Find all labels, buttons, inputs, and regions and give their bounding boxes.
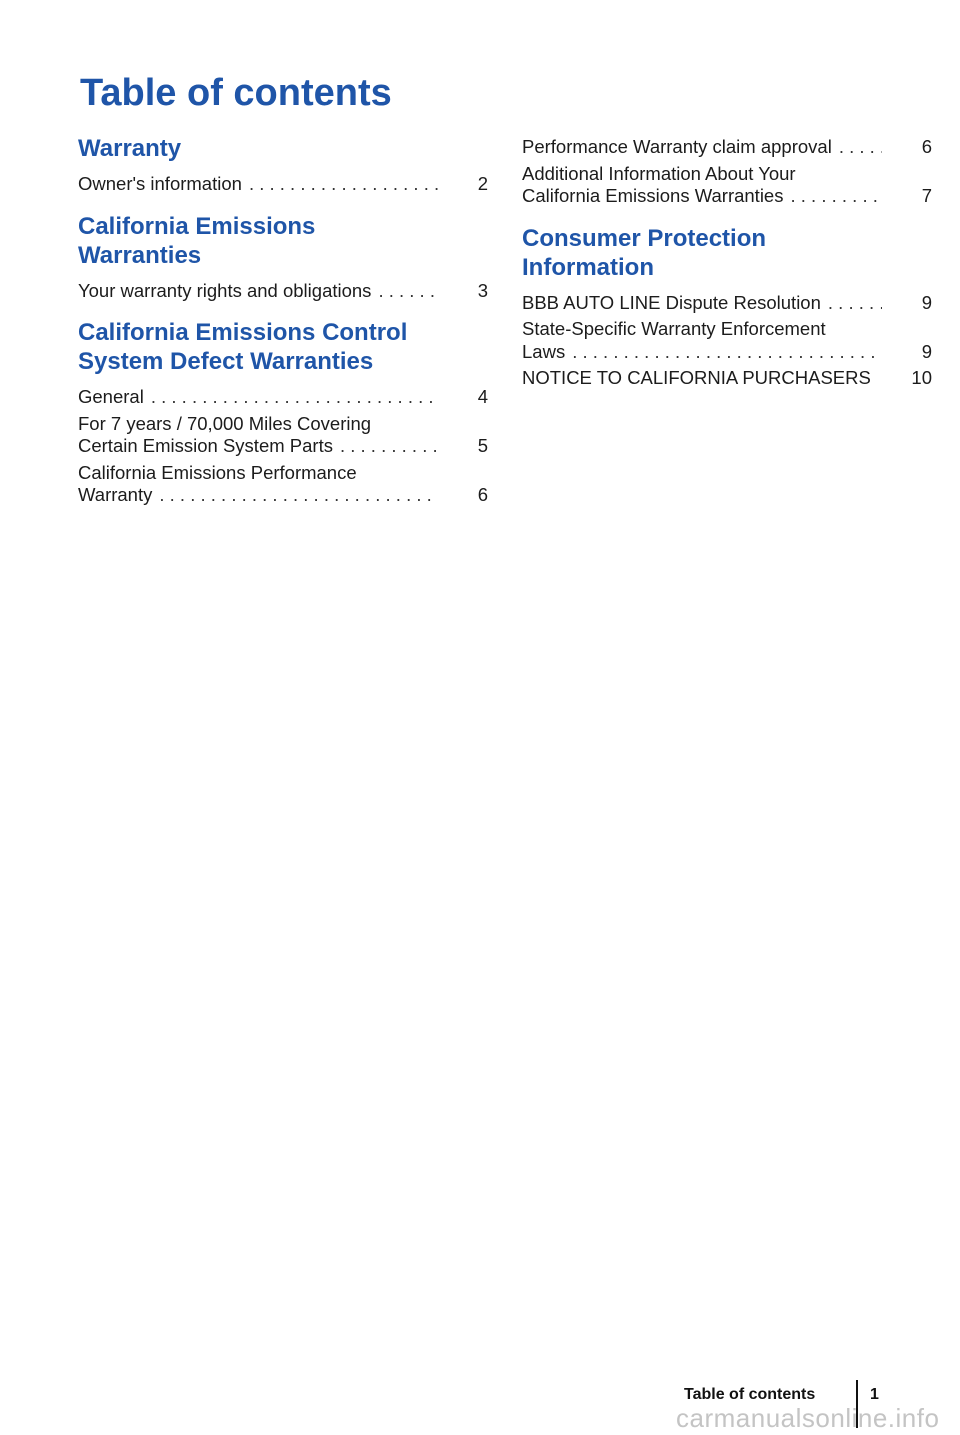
dot-leader <box>839 136 882 159</box>
section-heading-line: System Defect Warranties <box>78 348 374 375</box>
footer-page-number: 1 <box>870 1386 879 1403</box>
dot-leader <box>340 435 438 458</box>
toc-entry-text: Owner's information <box>78 173 242 194</box>
dot-leader <box>249 173 438 196</box>
toc-entry-text: Laws <box>522 340 566 362</box>
toc-left-column <box>78 134 488 523</box>
section-heading-line: Warranties <box>78 241 202 269</box>
toc-page-number: 6 <box>477 484 488 505</box>
toc-entry[interactable] <box>522 367 932 390</box>
toc-entry-text: Additional Information About Your <box>522 162 796 184</box>
toc-entry-text: For 7 years / 70,000 Miles Covering <box>78 412 372 434</box>
toc-entry[interactable] <box>522 292 932 315</box>
toc-section <box>78 318 488 507</box>
dot-leader <box>378 280 438 303</box>
section-heading <box>522 224 932 282</box>
toc-entry-text: California Emissions Performance <box>78 461 357 483</box>
toc-section <box>78 212 488 303</box>
page-title: Table of contents <box>80 72 392 114</box>
toc-page-number: 9 <box>921 340 932 362</box>
footer-label: Table of contents <box>684 1386 816 1403</box>
toc-section <box>78 134 488 196</box>
toc-page-number: 4 <box>477 386 488 407</box>
toc-page-number: 6 <box>921 136 932 157</box>
watermark: carmanualsonline.info <box>676 1403 940 1433</box>
section-heading-line: California Emissions Control <box>78 319 408 346</box>
dot-leader <box>151 386 438 409</box>
toc-page-number: 2 <box>477 173 488 194</box>
toc-section <box>522 136 932 208</box>
section-heading <box>78 212 488 270</box>
toc-entry[interactable] <box>78 386 488 409</box>
toc-entry[interactable] <box>78 280 488 303</box>
toc-entry-text: Performance Warranty claim approval <box>522 136 832 157</box>
toc-entry-text: Certain Emission System Parts <box>78 435 333 456</box>
dot-leader <box>159 484 438 507</box>
section-heading <box>78 318 488 376</box>
dot-leader <box>790 185 882 208</box>
toc-entry-text: Your warranty rights and obligations <box>78 279 372 301</box>
toc-entry-text: California Emissions Warranties <box>522 185 784 206</box>
toc-section <box>522 224 932 390</box>
toc-entry[interactable] <box>522 136 932 159</box>
toc-entry[interactable] <box>78 462 488 507</box>
section-heading-line: California Emissions <box>78 212 316 240</box>
toc-entry[interactable] <box>522 163 932 208</box>
toc-entry[interactable] <box>522 318 932 363</box>
section-heading-line: Information <box>522 253 654 281</box>
toc-entry-text: General <box>78 386 144 407</box>
toc-page-number: 9 <box>921 291 932 313</box>
toc-page-number: 7 <box>921 185 932 206</box>
dot-leader <box>572 341 882 364</box>
dot-leader <box>828 292 882 315</box>
toc-page-number: 10 <box>911 367 932 388</box>
section-heading-line: Warranty <box>78 135 182 162</box>
toc-right-column <box>522 136 932 406</box>
toc-page-number: 3 <box>477 279 488 301</box>
toc-page-number: 5 <box>477 435 488 456</box>
toc-entry[interactable] <box>78 413 488 458</box>
toc-entry-text: Warranty <box>78 484 153 505</box>
toc-entry-text: State-Specific Warranty Enforcement <box>522 318 826 339</box>
toc-entry-text: BBB AUTO LINE Dispute Resolution <box>522 291 821 313</box>
toc-entry-text: NOTICE TO CALIFORNIA PURCHASERS <box>522 367 871 388</box>
section-heading <box>78 134 488 163</box>
section-heading-line: Consumer Protection <box>522 224 767 252</box>
toc-entry[interactable] <box>78 173 488 196</box>
